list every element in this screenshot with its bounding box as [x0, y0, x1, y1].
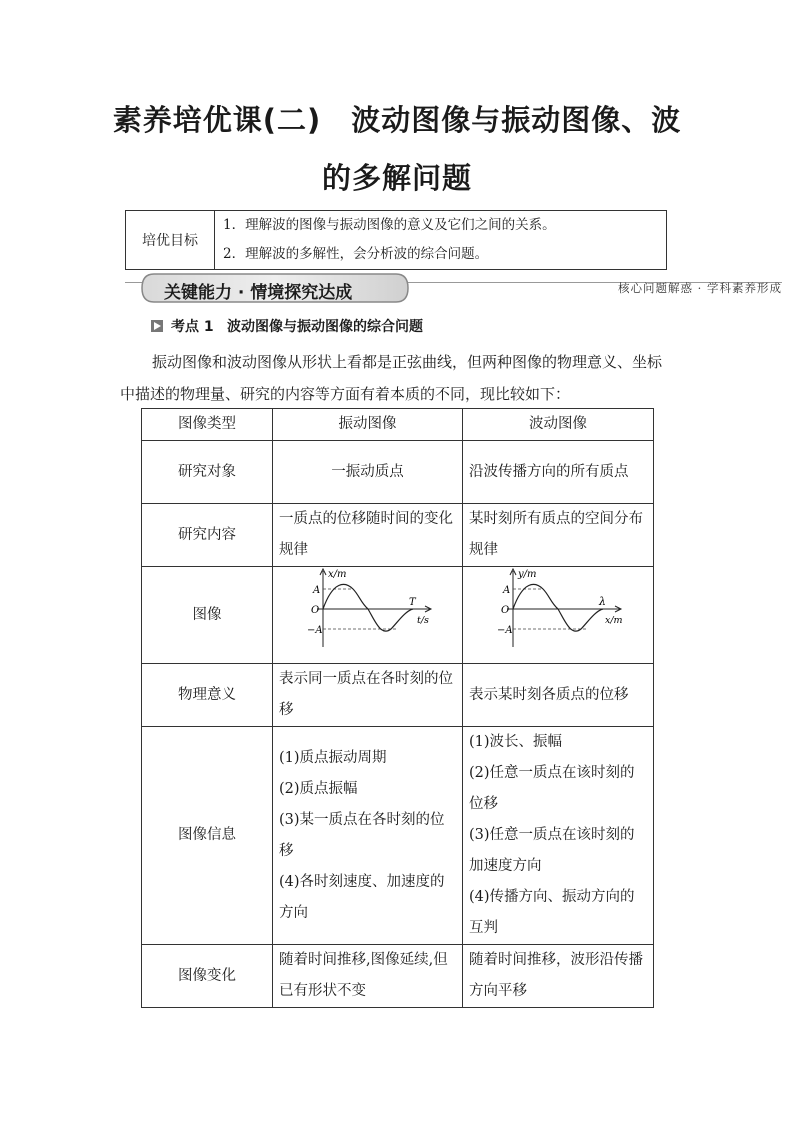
section-note: 核心问题解惑 · 学科素养形成 [618, 281, 782, 295]
table-row [142, 945, 654, 1008]
cell-vibration: 一质点的位移随时间的变化规律 [273, 504, 463, 567]
row-label: 物理意义 [142, 664, 273, 727]
info-item: (4)各时刻速度、加速度的方向 [279, 873, 445, 921]
table-row [142, 727, 654, 945]
vib-origin: O [310, 605, 319, 616]
play-triangle-icon [151, 320, 163, 332]
goal-item-1: 1．理解波的图像与振动图像的意义及它们之间的关系。 [215, 211, 667, 241]
vibration-graph [293, 567, 443, 651]
topic-heading [151, 316, 423, 336]
page-title-line1: 素养培优课(二) 波动图像与振动图像、波 [112, 103, 682, 137]
wave-wavelength: λ [599, 595, 606, 608]
cell-wave: 某时刻所有质点的空间分布规律 [463, 504, 654, 567]
header-wave: 波动图像 [463, 409, 654, 441]
table-header-row [142, 409, 654, 441]
info-item: (4)传播方向、振动方向的互判 [469, 889, 635, 936]
row-label: 图像 [142, 567, 273, 664]
vib-amp-neg: −A [306, 625, 323, 636]
wave-amp-neg: −A [497, 625, 513, 636]
cell-vibration: 表示同一质点在各时刻的位移 [273, 664, 463, 727]
comparison-table [141, 408, 654, 1008]
vib-period: T [408, 597, 416, 608]
table-row-graphs [142, 567, 654, 664]
info-item: (2)任意一质点在该时刻的位移 [469, 765, 635, 812]
row-label: 图像信息 [142, 727, 273, 945]
cell-vibration: 随着时间推移,图像延续,但已有形状不变 [273, 945, 463, 1008]
topic-title: 波动图像与振动图像的综合问题 [226, 319, 423, 335]
header-type: 图像类型 [142, 409, 273, 441]
vib-amp-pos: A [312, 585, 320, 596]
table-row [142, 504, 654, 567]
cell-wave: 表示某时刻各质点的位移 [463, 664, 654, 727]
info-item: (3)某一质点在各时刻的位移 [279, 811, 445, 859]
info-item: (3)任意一质点在该时刻的加速度方向 [469, 827, 635, 874]
table-row [142, 441, 654, 504]
info-item: (1)波长、振幅 [469, 734, 563, 750]
page-title-line2: 的多解问题 [321, 161, 472, 195]
goal-item-2: 2．理解波的多解性，会分析波的综合问题。 [215, 240, 667, 270]
cell-wave-info [463, 727, 654, 945]
goals-label: 培优目标 [126, 211, 215, 270]
wave-graph-cell [463, 567, 654, 664]
vib-x-label: t/s [416, 615, 429, 626]
info-item: (1)质点振动周期 [279, 749, 387, 766]
cell-wave: 随着时间推移，波形沿传播方向平移 [463, 945, 654, 1008]
wave-amp-pos: A [503, 585, 511, 596]
row-label: 研究内容 [142, 504, 273, 567]
info-item: (2)质点振幅 [279, 780, 358, 797]
wave-origin: O [501, 605, 510, 616]
wave-y-label: y/m [518, 569, 537, 580]
header-vibration: 振动图像 [273, 409, 463, 441]
row-label: 图像变化 [142, 945, 273, 1008]
wave-graph [483, 567, 633, 651]
vib-y-label: x/m [327, 569, 346, 580]
cell-wave: 沿波传播方向的所有质点 [463, 441, 654, 504]
intro-paragraph: 振动图像和波动图像从形状上看都是正弦曲线，但两种图像的物理意义、坐标中描述的物理量、研究的内容等方面有着本质的不同，现比较如下： [120, 353, 663, 403]
cell-vibration: 一振动质点 [273, 441, 463, 504]
vibration-graph-cell [273, 567, 463, 664]
cell-vibration-info [273, 727, 463, 945]
wave-x-label: x/m [605, 615, 623, 626]
table-row [142, 664, 654, 727]
row-label: 研究对象 [142, 441, 273, 504]
section-banner: 关键能力 · 情境探究达成 [164, 283, 353, 303]
topic-number: 考点 1 [171, 319, 214, 335]
goals-box [125, 210, 667, 270]
